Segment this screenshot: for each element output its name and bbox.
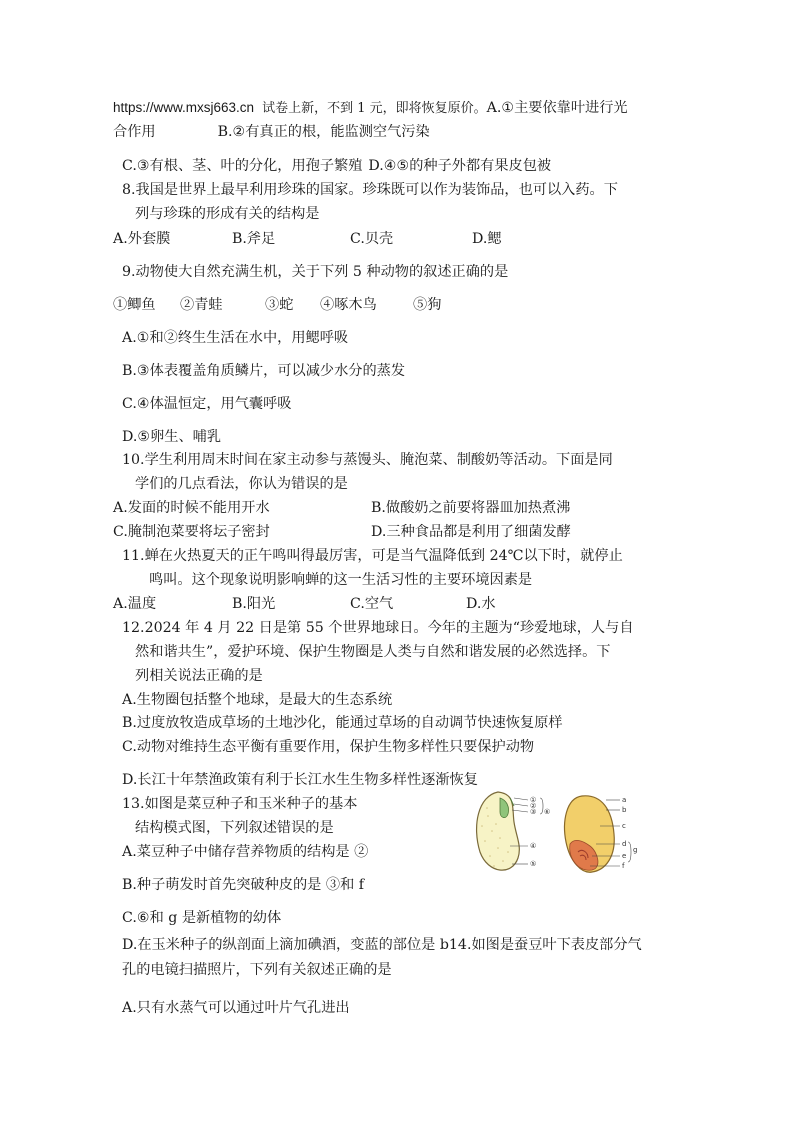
q7-option-c: C.③有根、茎、叶的分化，用孢子繁殖 — [122, 158, 363, 174]
q11-stem-line-2: 鸣叫。这个现象说明影响蝉的这一生活习性的主要环境因素是 — [149, 572, 533, 588]
q10-stem-line-2: 学们的几点看法，你认为错误的是 — [135, 476, 348, 492]
bean-label-5: ⑤ — [530, 860, 537, 868]
q7-option-a: A.①主要依靠叶进行光 — [486, 100, 628, 116]
q11-option-c: C.空气 — [350, 596, 394, 612]
q11-option-d: D.水 — [466, 596, 496, 612]
bean-label-6: ⑥ — [544, 808, 551, 816]
q10-option-d: D.三种食品都是利用了细菌发酵 — [371, 524, 571, 540]
q7-options-cd — [122, 156, 551, 176]
q13-stem-line-2: 结构模式图，下列叙述错误的是 — [135, 820, 334, 836]
q12-stem-line-3: 列相关说法正确的是 — [135, 668, 263, 684]
q9-option-b: B.③体表覆盖角质鳞片，可以减少水分的蒸发 — [122, 363, 406, 379]
q9-option-a: A.①和②终生生活在水中，用鳃呼吸 — [122, 330, 349, 346]
q13-stem-line-1: 13.如图是菜豆种子和玉米种子的基本 — [122, 796, 358, 812]
q12-option-c: C.动物对维持生态平衡有重要作用，保护生物多样性只要保护动物 — [122, 739, 535, 755]
bean-label-3: ③ — [530, 808, 537, 816]
q9-stem: 9.动物使大自然充满生机，关于下列 5 种动物的叙述正确的是 — [122, 264, 509, 280]
bean-labels — [530, 796, 550, 868]
corn-label-b: b — [622, 806, 627, 814]
q8-option-c: C.贝壳 — [350, 231, 394, 247]
corn-seed — [565, 796, 620, 872]
q12-stem-line-1: 12.2024 年 4 月 22 日是第 55 个世界地球日。今年的主题为“珍爱地球，人与自 — [122, 620, 634, 636]
q9-animal-2: ②青蛙 — [180, 297, 223, 313]
q11-option-b: B.阳光 — [232, 596, 276, 612]
q9-animal-4: ④啄木鸟 — [320, 297, 377, 313]
corn-label-e: e — [622, 852, 627, 860]
q8-stem-line-1: 8.我国是世界上最早利用珍珠的国家。珍珠既可以作为装饰品，也可以入药。下 — [122, 182, 618, 198]
corn-label-g: g — [633, 846, 638, 854]
q8-option-a: A.外套膜 — [113, 231, 171, 247]
q10-option-c: C.腌制泡菜要将坛子密封 — [113, 524, 270, 540]
q10-option-a: A.发面的时候不能用开水 — [113, 500, 270, 516]
q12-stem-line-2: 然和谐共生”，爱护环境、保护生物圈是人类与自然和谐发展的必然选择。下 — [135, 644, 611, 660]
bean-label-4: ④ — [530, 842, 537, 850]
q11-option-a: A.温度 — [113, 596, 157, 612]
q8-stem-line-2: 列与珍珠的形成有关的结构是 — [135, 206, 320, 222]
q10-stem-line-1: 10.学生利用周末时间在家主动参与蒸馒头、腌泡菜、制酸奶等活动。下面是同 — [122, 452, 613, 468]
q8-option-b: B.斧足 — [232, 231, 276, 247]
q13-option-d: D.在玉米种子的纵剖面上滴加碘酒，变蓝的部位是 b14.如图是蚕豆叶下表皮部分气 — [122, 937, 642, 953]
q12-option-b: B.过度放牧造成草场的土地沙化，能通过草场的自动调节快速恢复原样 — [122, 715, 563, 731]
q9-animal-5: ⑤狗 — [413, 297, 442, 313]
q13-option-a: A.菜豆种子中储存营养物质的结构是 ② — [122, 844, 369, 860]
q9-animal-1: ①鲫鱼 — [113, 297, 156, 313]
q8-option-d: D.鳃 — [472, 231, 502, 247]
corn-labels — [622, 796, 637, 870]
header-line-2 — [113, 122, 430, 142]
q7-option-a-cont: 合作用 — [113, 124, 156, 140]
bean-label-1: ① — [530, 796, 537, 804]
q11-stem-line-1: 11.蝉在火热夏天的正午鸣叫得最厉害，可是当气温降低到 24℃以下时，就停止 — [122, 548, 623, 564]
bean-label-2: ② — [530, 802, 537, 810]
q10-option-b: B.做酸奶之前要将器皿加热煮沸 — [371, 500, 571, 516]
q9-option-d: D.⑤卵生、哺乳 — [122, 429, 222, 445]
q7-option-d: D.④⑤的种子外都有果皮包被 — [368, 158, 552, 174]
q13-option-c: C.⑥和 g 是新植物的幼体 — [122, 910, 282, 926]
corn-label-c: c — [622, 822, 626, 830]
header-line-1 — [113, 98, 628, 119]
bean-seed — [477, 792, 528, 870]
corn-label-f: f — [622, 862, 625, 870]
q13-option-b: B.种子萌发时首先突破种皮的是 ③和 f — [122, 877, 365, 893]
q12-option-a: A.生物圈包括整个地球，是最大的生态系统 — [122, 692, 393, 708]
promo-notice: 试卷上新，不到 1 元，即将恢复原价。 — [262, 101, 487, 116]
seed-structure-figure — [470, 786, 640, 878]
q14-stem-cont: 孔的电镜扫描照片，下列有关叙述正确的是 — [122, 962, 392, 978]
q9-animal-3: ③蛇 — [265, 297, 294, 313]
q14-option-a: A.只有水蒸气可以通过叶片气孔进出 — [122, 1000, 350, 1016]
q9-option-c: C.④体温恒定，用气囊呼吸 — [122, 396, 292, 412]
q12-option-d: D.长江十年禁渔政策有利于长江水生生物多样性逐渐恢复 — [122, 772, 478, 788]
corn-label-a: a — [622, 796, 627, 804]
corn-label-d: d — [622, 840, 627, 848]
seed-diagram-svg — [470, 786, 640, 878]
q7-option-b: B.②有真正的根，能监测空气污染 — [217, 124, 430, 140]
source-url[interactable]: https://www.mxsj663.cn — [113, 100, 255, 115]
